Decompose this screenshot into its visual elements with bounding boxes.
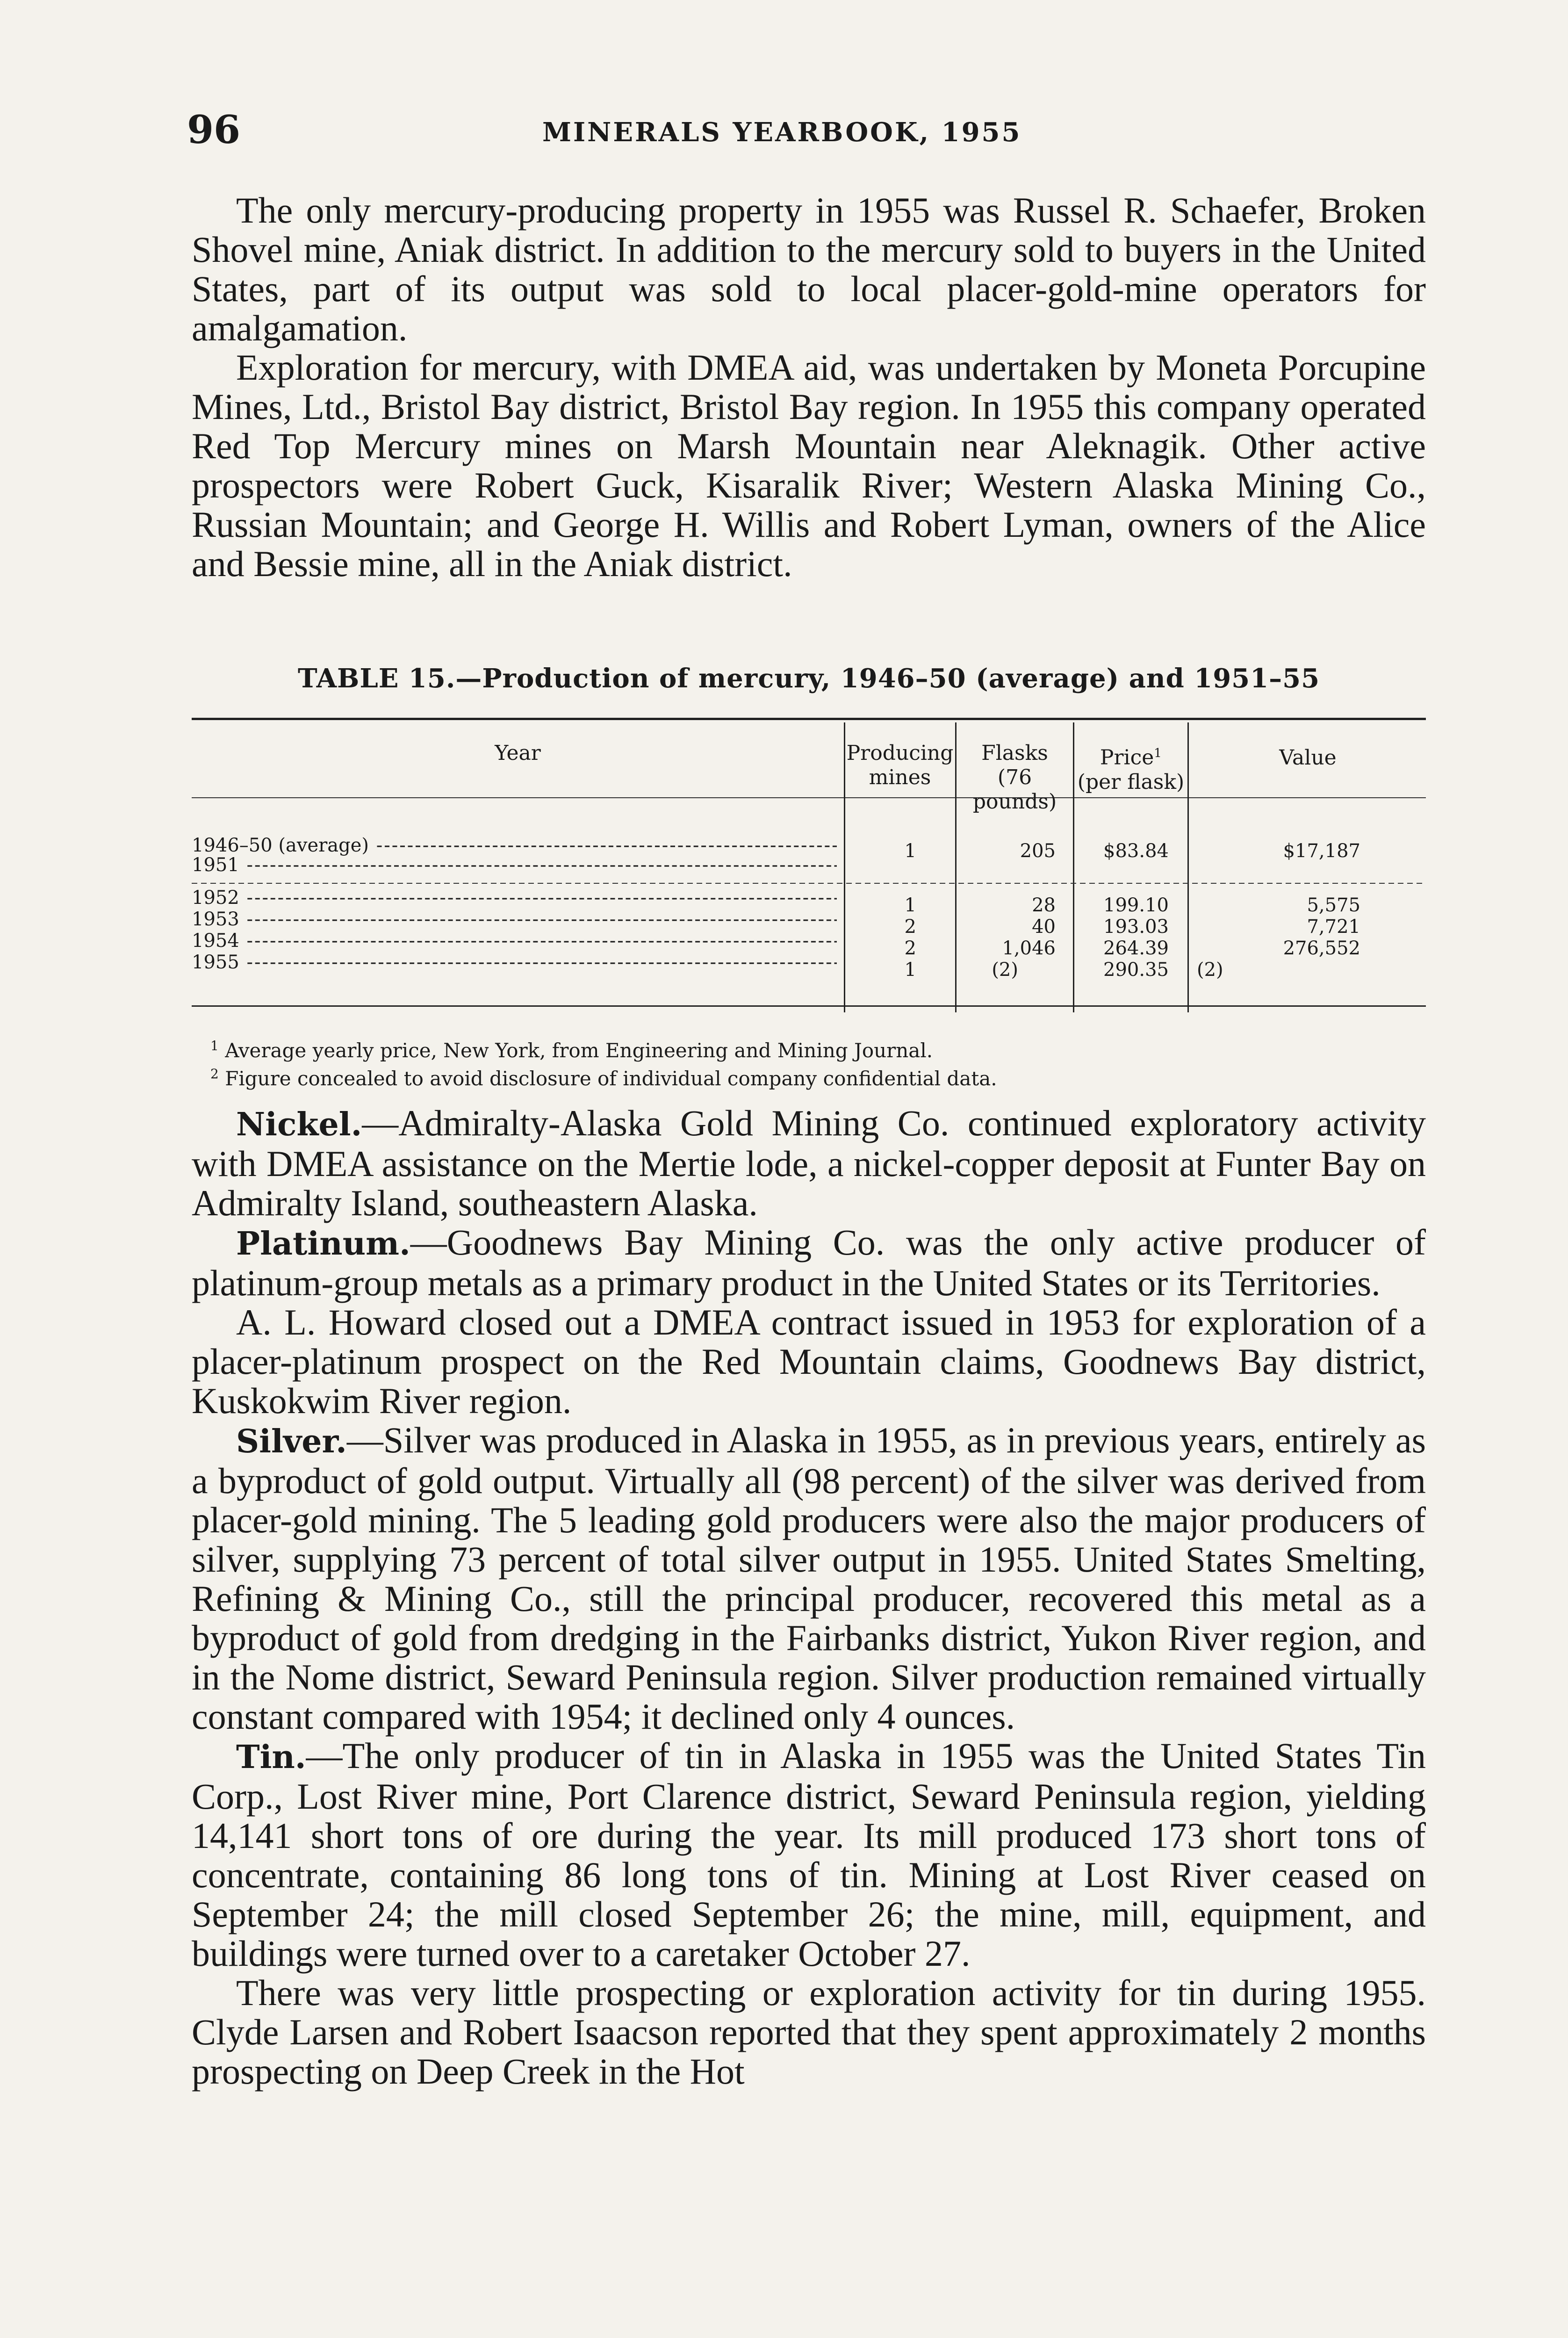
paragraph-lead: Tin. bbox=[236, 1739, 306, 1776]
header-rule bbox=[192, 797, 1426, 798]
mercury-production-table bbox=[192, 718, 1426, 1017]
paragraph-tin: Tin.—The only producer of tin in Alaska in 1955 was the United States Tin Corp., Lost River mine, Port Clarence district, Seward Peninsula region, yielding 14,141 short tons of ore during the year. Its mill produced 173 short tons of concentrate, containing 86 long tons of tin. Mining at Lost River ceased on September 24; the mill closed September 26; the mine, mill, equipment, and buildings were turned over to a caretaker October 27. bbox=[192, 1735, 1426, 1974]
col-head-mines: Producing mines bbox=[846, 741, 954, 789]
table-footnotes bbox=[210, 1034, 1426, 1090]
table-cell-value: (2) bbox=[1197, 959, 1223, 981]
running-title: MINERALS YEARBOOK, 1955 bbox=[542, 117, 1022, 148]
paragraph-tin-prospecting: There was very little prospecting or exploration activity for tin during 1955. Clyde Larsen and Robert Isaacson reported that they spent approximately 2 months prospecting on Deep Creek in the Hot bbox=[192, 1972, 1426, 2092]
table-cell-year: 1953 ----- bbox=[192, 909, 837, 930]
col-head-flasks: Flasks (76 pounds) bbox=[972, 741, 1057, 814]
paragraph-lead: Platinum. bbox=[236, 1225, 410, 1263]
table-cell-price: 199.10 bbox=[1103, 895, 1169, 916]
paragraph-lead: Silver. bbox=[236, 1423, 347, 1460]
table-cell-mines: 1 bbox=[904, 959, 916, 981]
column-divider bbox=[1187, 722, 1189, 1012]
page-number: 96 bbox=[187, 108, 241, 152]
table-cell-price: 290.35 bbox=[1103, 959, 1169, 981]
mercury-text bbox=[192, 191, 1426, 584]
table-cell-year: 1952 ----- bbox=[192, 887, 837, 909]
col-head-year: Year bbox=[495, 741, 541, 765]
table-cell-flasks: 1,046 bbox=[1002, 938, 1056, 959]
table-cell-year: 1951 ----- bbox=[192, 854, 837, 876]
minerals-text bbox=[192, 1104, 1426, 2091]
table-cell-year: 1954 ----- bbox=[192, 930, 837, 952]
table-top-rule-double bbox=[192, 719, 1426, 720]
paragraph-nickel: Nickel.—Admiralty-Alaska Gold Mining Co. continued exploratory activity with DMEA assistance on the Mertie lode, a nickel-copper deposit at Funter Bay on Admiralty Island, southeastern Alaska. bbox=[192, 1103, 1426, 1223]
column-divider bbox=[955, 722, 957, 1012]
table-cell-value: 5,575 bbox=[1307, 895, 1360, 916]
running-head bbox=[187, 108, 1421, 164]
footnote: $^1$ Average yearly price, New York, from Engineering and Mining Journal. bbox=[210, 1038, 933, 1062]
table-cell-price: $83.84 bbox=[1103, 840, 1169, 862]
col-head-value: Value bbox=[1279, 746, 1337, 770]
paragraph: The only mercury-producing property in 1955 was Russel R. Schaefer, Broken Shovel mine, Aniak district. In addition to the mercury sold to buyers in the United States, part of its output was sold to local placer-gold-mine operators for amalgamation. bbox=[192, 190, 1426, 348]
paragraph-lead: Nickel. bbox=[236, 1106, 362, 1143]
table-cell-flasks: 40 bbox=[1032, 916, 1056, 938]
paragraph-howard: A. L. Howard closed out a DMEA contract issued in 1953 for exploration of a placer-platinum prospect on the Red Mountain claims, Goodnews Bay district, Kuskokwim River region. bbox=[192, 1302, 1426, 1421]
table-cell-value: 7,721 bbox=[1307, 916, 1360, 938]
table-cell-mines: 2 bbox=[904, 916, 916, 938]
paragraph-silver: Silver.—Silver was produced in Alaska in 1955, as in previous years, entirely as a byproduct of gold output. Virtually all (98 percent) of the silver was derived from placer-gold mining. The 5 leading gold producers were also the major producers of silver, supplying 73 percent of total silver output in 1955. United States Smelting, Refining & Mining Co., still the principal producer, recovered this metal as a byproduct of gold from dredging in the Fairbanks district, Yukon River region, and in the Nome district, Seward Peninsula region. Silver production remained virtually constant compared with 1954; it declined only 4 ounces. bbox=[192, 1420, 1426, 1737]
col-head-price: Price$^1$ (per flask) bbox=[1077, 745, 1185, 794]
row-separator bbox=[192, 883, 1426, 884]
table-cell-mines: 1 bbox=[904, 895, 916, 916]
paragraph-platinum: Platinum.—Goodnews Bay Mining Co. was the only active producer of platinum-group metals as a primary product in the United States or its Territories. bbox=[192, 1222, 1426, 1303]
footnote: $^2$ Figure concealed to avoid disclosure of individual company confidential data. bbox=[210, 1066, 997, 1090]
table-cell-value: 276,552 bbox=[1283, 938, 1360, 959]
table-bottom-rule bbox=[192, 1005, 1426, 1007]
table-cell-price: 193.03 bbox=[1103, 916, 1169, 938]
table-cell-year: 1946–50 (average) ----- bbox=[192, 835, 837, 856]
table-cell-mines: 2 bbox=[904, 938, 916, 959]
paragraph: Exploration for mercury, with DMEA aid, was undertaken by Moneta Porcupine Mines, Ltd., Bristol Bay district, Bristol Bay region. In 1955 this company operated Red Top Mercury mines on Marsh Mountain near Aleknagik. Other active prospectors were Robert Guck, Kisaralik River; Western Alaska Mining Co., Russian Mountain; and George H. Willis and Robert Lyman, owners of the Alice and Bessie mine, all in the Aniak district. bbox=[192, 347, 1426, 584]
table-cell-price: 264.39 bbox=[1103, 938, 1169, 959]
table-title: TABLE 15.—Production of mercury, 1946–50 (average) and 1951–55 bbox=[297, 663, 1320, 694]
table-cell-flasks: (2) bbox=[992, 959, 1018, 981]
table-cell-flasks: 28 bbox=[1032, 895, 1056, 916]
table-cell-mines: 1 bbox=[904, 840, 916, 862]
column-divider bbox=[1073, 722, 1074, 1012]
table-cell-value: $17,187 bbox=[1283, 840, 1360, 862]
table-cell-flasks: 205 bbox=[1020, 840, 1056, 862]
column-divider bbox=[844, 722, 845, 1012]
table-cell-year: 1955 ----- bbox=[192, 952, 837, 973]
